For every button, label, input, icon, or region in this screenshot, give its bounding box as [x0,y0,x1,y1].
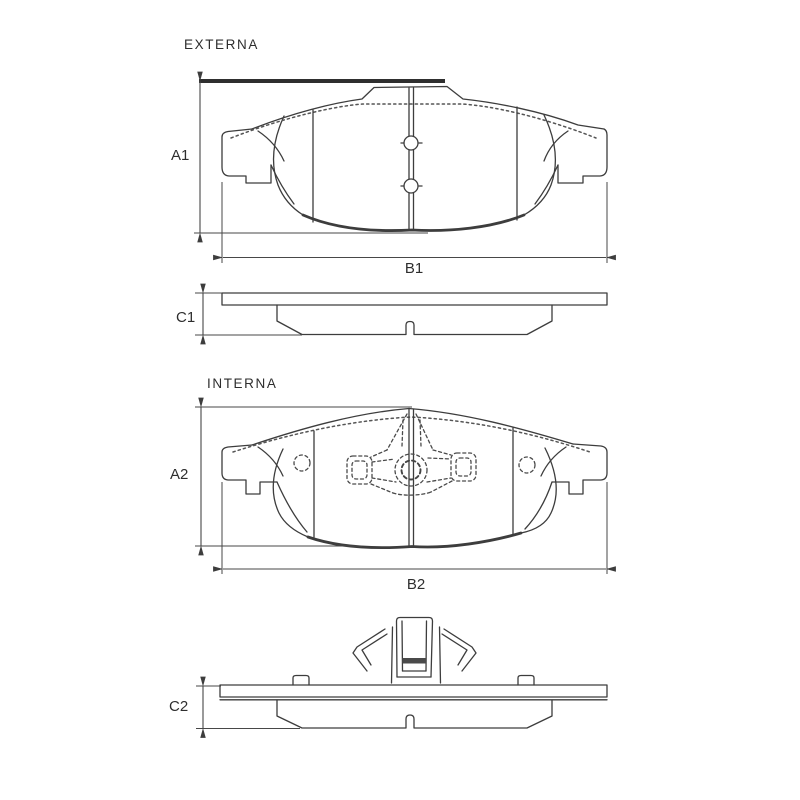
pad-right-edge [524,115,555,215]
dimension-a2 [170,407,412,546]
interna-pad-outline [222,409,607,548]
clip-left-wing [353,629,385,671]
pad-bottom-edge [308,533,521,548]
b1-label: B1 [404,260,424,277]
backing-plate-profile [222,293,607,305]
friction-material-profile [277,305,552,335]
pad-right-ear [558,129,607,183]
rivet-hole-hidden [294,455,310,471]
b2-label: B2 [406,576,426,593]
backing-plate-profile [220,685,607,697]
pad-left-edge [273,449,308,537]
dimension-c1 [176,293,302,335]
a1-label: A1 [171,147,190,164]
rivet-hole [404,179,418,193]
c1-label: C1 [176,309,196,326]
externa-pad-outline [222,87,607,231]
a2-label: A2 [170,466,189,483]
pad-top-contour [252,409,573,446]
interna-profile-view [169,618,607,729]
interna-view-title: INTERNA [207,376,278,391]
friction-material-profile [277,700,552,728]
plate-right-lug [518,676,534,686]
dimension-b2 [222,482,607,593]
rivet-hole-hidden [519,457,535,473]
clip-band [403,658,427,664]
pad-left-ear [222,445,277,494]
interna-view [170,376,607,593]
rivet-hole [404,136,418,150]
dimension-c2 [169,686,300,729]
externa-view [171,37,607,277]
plate-left-lug [293,676,309,686]
pad-left-edge [273,116,303,215]
c2-label: C2 [169,698,189,715]
pad-right-edge [521,448,556,533]
externa-profile-view [176,293,607,335]
pad-top-contour [252,87,604,130]
clip-right-wing [444,629,476,671]
anti-rattle-clip [353,618,476,684]
wear-indicator-spring-hidden [347,414,476,495]
pad-left-ear [222,129,271,183]
externa-view-title: EXTERNA [184,37,259,52]
